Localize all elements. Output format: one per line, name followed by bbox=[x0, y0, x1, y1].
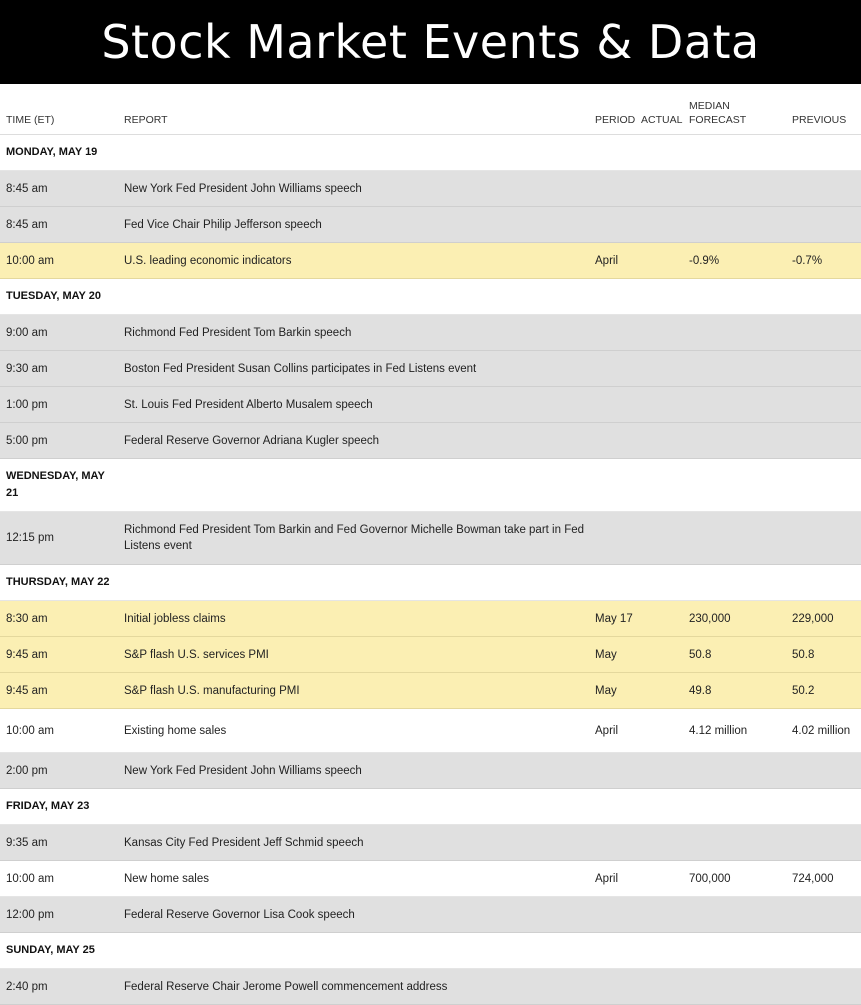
header-actual: ACTUAL bbox=[641, 114, 683, 126]
event-actual bbox=[641, 753, 687, 788]
event-forecast bbox=[689, 897, 789, 932]
event-period bbox=[595, 969, 645, 1004]
event-forecast: 4.12 million bbox=[689, 724, 748, 737]
event-previous: 4.02 million bbox=[792, 724, 851, 737]
day-label: THURSDAY, MAY 22 bbox=[6, 576, 110, 588]
event-time: 9:35 am bbox=[6, 836, 48, 849]
event-row bbox=[0, 897, 861, 933]
event-time: 2:00 pm bbox=[6, 764, 48, 777]
event-period: May bbox=[595, 648, 617, 661]
header-period: PERIOD bbox=[595, 114, 636, 126]
day-label: SUNDAY, MAY 25 bbox=[6, 944, 95, 956]
event-period: May 17 bbox=[595, 612, 633, 625]
event-previous bbox=[792, 207, 852, 242]
title-banner bbox=[0, 0, 861, 84]
event-previous: 229,000 bbox=[792, 612, 834, 625]
event-previous bbox=[792, 825, 852, 860]
event-forecast bbox=[689, 315, 789, 350]
event-report: Initial jobless claims bbox=[124, 612, 226, 625]
event-previous: -0.7% bbox=[792, 254, 823, 267]
event-actual bbox=[641, 207, 687, 242]
event-forecast: 50.8 bbox=[689, 648, 712, 661]
event-previous bbox=[792, 171, 852, 206]
day-header-row bbox=[0, 933, 861, 969]
event-time: 9:45 am bbox=[6, 684, 48, 697]
header-report: REPORT bbox=[124, 114, 168, 126]
event-actual bbox=[641, 897, 687, 932]
event-time: 5:00 pm bbox=[6, 434, 48, 447]
event-actual bbox=[641, 673, 687, 708]
event-previous: 724,000 bbox=[792, 872, 834, 885]
event-actual bbox=[641, 709, 687, 752]
event-report: Kansas City Fed President Jeff Schmid speech bbox=[124, 836, 364, 849]
event-period bbox=[595, 351, 645, 386]
event-forecast: -0.9% bbox=[689, 254, 720, 267]
day-header-row bbox=[0, 279, 861, 315]
event-report: St. Louis Fed President Alberto Musalem speech bbox=[124, 398, 373, 411]
event-row bbox=[0, 753, 861, 789]
event-period bbox=[595, 897, 645, 932]
event-period bbox=[595, 753, 645, 788]
event-period bbox=[595, 171, 645, 206]
header-time: TIME (ET) bbox=[6, 114, 55, 126]
event-forecast: 700,000 bbox=[689, 872, 731, 885]
event-time: 9:00 am bbox=[6, 326, 48, 339]
event-period bbox=[595, 512, 645, 564]
event-report: Richmond Fed President Tom Barkin and Fed Governor Michelle Bowman take part in Fed Listens event bbox=[124, 524, 585, 552]
event-row bbox=[0, 207, 861, 243]
event-forecast bbox=[689, 171, 789, 206]
event-actual bbox=[641, 825, 687, 860]
event-forecast bbox=[689, 351, 789, 386]
event-time: 10:00 am bbox=[6, 254, 54, 267]
event-row bbox=[0, 861, 861, 897]
event-row bbox=[0, 387, 861, 423]
event-actual bbox=[641, 351, 687, 386]
event-period: April bbox=[595, 254, 619, 267]
table-body bbox=[0, 135, 861, 1005]
event-report: S&P flash U.S. manufacturing PMI bbox=[124, 684, 300, 697]
event-actual bbox=[641, 637, 687, 672]
day-header-row bbox=[0, 789, 861, 825]
page-title: Stock Market Events & Data bbox=[101, 15, 760, 69]
event-time: 10:00 am bbox=[6, 872, 54, 885]
event-report: Federal Reserve Governor Lisa Cook speech bbox=[124, 908, 355, 921]
event-report: New York Fed President John Williams speech bbox=[124, 182, 362, 195]
day-header-row bbox=[0, 135, 861, 171]
event-row bbox=[0, 637, 861, 673]
event-previous bbox=[792, 423, 852, 458]
event-report: Existing home sales bbox=[124, 724, 227, 737]
day-header-row bbox=[0, 459, 861, 512]
event-report: Federal Reserve Governor Adriana Kugler speech bbox=[124, 434, 380, 447]
event-row bbox=[0, 709, 861, 753]
event-row bbox=[0, 171, 861, 207]
events-table bbox=[0, 84, 861, 1005]
day-label: WEDNESDAY, MAY 21 bbox=[6, 470, 105, 499]
event-period bbox=[595, 387, 645, 422]
event-forecast bbox=[689, 969, 789, 1004]
event-report: Fed Vice Chair Philip Jefferson speech bbox=[124, 218, 322, 231]
event-row bbox=[0, 512, 861, 565]
day-label: FRIDAY, MAY 23 bbox=[6, 800, 90, 812]
event-row bbox=[0, 969, 861, 1005]
event-actual bbox=[641, 387, 687, 422]
event-time: 8:30 am bbox=[6, 612, 48, 625]
header-previous: PREVIOUS bbox=[792, 114, 847, 126]
event-row bbox=[0, 423, 861, 459]
event-row bbox=[0, 825, 861, 861]
event-period bbox=[595, 207, 645, 242]
event-time: 8:45 am bbox=[6, 182, 48, 195]
event-report: U.S. leading economic indicators bbox=[124, 254, 292, 267]
event-time: 12:00 pm bbox=[6, 908, 54, 921]
event-period bbox=[595, 315, 645, 350]
event-previous bbox=[792, 351, 852, 386]
event-actual bbox=[641, 512, 687, 564]
event-actual bbox=[641, 243, 687, 278]
event-period bbox=[595, 423, 645, 458]
day-header-row bbox=[0, 565, 861, 601]
event-time: 12:15 pm bbox=[6, 532, 54, 544]
event-row bbox=[0, 673, 861, 709]
event-forecast bbox=[689, 423, 789, 458]
event-period: April bbox=[595, 872, 619, 885]
event-time: 10:00 am bbox=[6, 724, 54, 737]
event-actual bbox=[641, 601, 687, 636]
event-row bbox=[0, 351, 861, 387]
header-forecast-line2: FORECAST bbox=[689, 114, 747, 126]
event-actual bbox=[641, 423, 687, 458]
event-actual bbox=[641, 969, 687, 1004]
event-time: 9:30 am bbox=[6, 362, 48, 375]
event-previous: 50.2 bbox=[792, 684, 815, 697]
day-label: MONDAY, MAY 19 bbox=[6, 146, 98, 158]
event-previous bbox=[792, 753, 852, 788]
event-forecast: 49.8 bbox=[689, 684, 712, 697]
event-report: Federal Reserve Chair Jerome Powell commencement address bbox=[124, 980, 448, 993]
day-label: TUESDAY, MAY 20 bbox=[6, 290, 101, 302]
event-previous: 50.8 bbox=[792, 648, 815, 661]
event-report: S&P flash U.S. services PMI bbox=[124, 648, 269, 661]
event-time: 2:40 pm bbox=[6, 980, 48, 993]
event-forecast: 230,000 bbox=[689, 612, 731, 625]
event-actual bbox=[641, 315, 687, 350]
event-report: New York Fed President John Williams speech bbox=[124, 764, 362, 777]
event-period bbox=[595, 825, 645, 860]
event-row bbox=[0, 243, 861, 279]
event-forecast bbox=[689, 207, 789, 242]
event-previous bbox=[792, 512, 852, 564]
event-actual bbox=[641, 861, 687, 896]
event-period: May bbox=[595, 684, 617, 697]
event-forecast bbox=[689, 512, 789, 564]
event-period: April bbox=[595, 724, 619, 737]
event-time: 8:45 am bbox=[6, 218, 48, 231]
event-row bbox=[0, 601, 861, 637]
event-previous bbox=[792, 315, 852, 350]
table-header bbox=[0, 84, 861, 135]
event-previous bbox=[792, 969, 852, 1004]
event-time: 1:00 pm bbox=[6, 398, 48, 411]
event-forecast bbox=[689, 387, 789, 422]
event-previous bbox=[792, 387, 852, 422]
event-forecast bbox=[689, 825, 789, 860]
header-forecast-line1: MEDIAN bbox=[689, 100, 730, 112]
event-report: Boston Fed President Susan Collins participates in Fed Listens event bbox=[124, 362, 477, 375]
event-row bbox=[0, 315, 861, 351]
event-time: 9:45 am bbox=[6, 648, 48, 661]
event-actual bbox=[641, 171, 687, 206]
event-previous bbox=[792, 897, 852, 932]
event-report: Richmond Fed President Tom Barkin speech bbox=[124, 326, 352, 339]
event-forecast bbox=[689, 753, 789, 788]
event-report: New home sales bbox=[124, 872, 210, 885]
